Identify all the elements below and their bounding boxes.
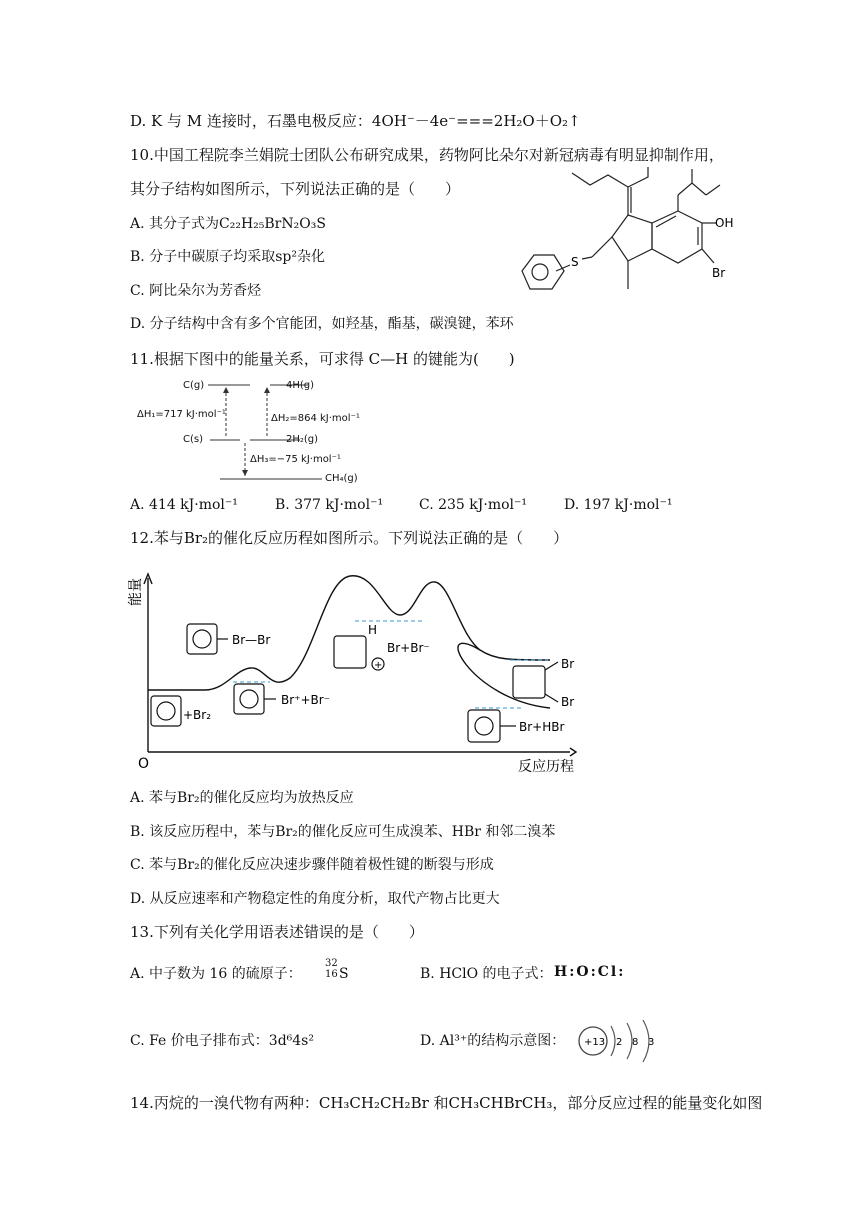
q11-cg: C(g): [183, 380, 205, 391]
q10-structure: [520, 165, 750, 305]
q11-option-d: D. 197 kJ·mol⁻¹: [564, 497, 673, 513]
q11-2h2: 2H₂(g): [286, 434, 319, 445]
q10-stem-line2: 其分子结构如图所示，下列说法正确的是（ ）: [130, 180, 461, 198]
q12-option-c: C. 苯与Br₂的催化反应决速步骤伴随着极性键的断裂与形成: [130, 857, 494, 873]
q13-d-shell-1: 2: [616, 1037, 623, 1048]
q13-a-mass: 32: [325, 958, 338, 969]
q13-option-d: D. Al³⁺的结构示意图：: [420, 1033, 566, 1049]
q13-d-structure-diagram: [575, 1018, 665, 1064]
q12-option-a: A. 苯与Br₂的催化反应均为放热反应: [130, 790, 354, 806]
q13-d-shell-2: 8: [632, 1037, 639, 1048]
q11-stem: 11.根据下图中的能量关系，可求得 C—H 的键能为( ): [130, 350, 515, 368]
q12-xlabel: 反应历程: [518, 759, 574, 775]
q12-label-complex: Br—Br: [232, 633, 271, 647]
q14-stem: 14.丙烷的一溴代物有两种：CH₃CH₂CH₂Br 和CH₃CHBrCH₃，部分反应过程的能量变化如图: [130, 1094, 763, 1112]
q10-br-label: Br: [712, 266, 726, 280]
q13-b-electron-formula: H:O:Cl:: [554, 964, 626, 980]
q12-ylabel: 能量: [128, 578, 144, 606]
q12-option-b: B. 该反应历程中，苯与Br₂的催化反应可生成溴苯、HBr 和邻二溴苯: [130, 824, 556, 840]
q13-option-a: A. 中子数为 16 的硫原子：: [130, 966, 302, 982]
q12-label-ion: Br⁺+Br⁻: [281, 693, 331, 707]
q11-ch4: CH₄(g): [325, 473, 358, 484]
q10-option-c: C. 阿比朵尔为芳香烃: [130, 283, 262, 299]
q10-option-d: D. 分子结构中含有多个官能团，如羟基，酯基，碳溴键，苯环: [130, 316, 514, 332]
q10-option-a: A. 其分子式为C₂₂H₂₅BrN₂O₃S: [130, 216, 326, 232]
q11-dh3: ΔH₃=−75 kJ·mol⁻¹: [250, 454, 341, 465]
q12-label-reactants: +Br₂: [183, 708, 212, 722]
q12-energy-profile: [130, 560, 590, 775]
q12-label-add-br2: Br: [561, 695, 575, 709]
q13-a-z: 16: [325, 969, 338, 980]
q10-stem-line1: 10.中国工程院李兰娟院士团队公布研究成果，药物阿比朵尔对新冠病毒有明显抑制作用，: [130, 146, 724, 164]
q13-option-b: B. HClO 的电子式：: [420, 966, 553, 982]
q10-s-label: S: [571, 255, 579, 269]
q11-option-a: A. 414 kJ·mol⁻¹: [130, 497, 238, 513]
q13-stem: 13.下列有关化学用语表述错误的是（ ）: [130, 923, 424, 941]
q10-oh-label: OH: [715, 216, 734, 230]
q11-cs: C(s): [183, 434, 203, 445]
q11-option-c: C. 235 kJ·mol⁻¹: [419, 497, 528, 513]
q11-4h: 4H(g): [286, 380, 315, 391]
q13-a-isotope: [325, 958, 338, 980]
q12-stem: 12.苯与Br₂的催化反应历程如图所示。下列说法正确的是（ ）: [130, 529, 569, 547]
q11-option-b: B. 377 kJ·mol⁻¹: [275, 497, 384, 513]
q13-option-c: C. Fe 价电子排布式：3d⁶4s²: [130, 1033, 314, 1049]
q12-label-sigma: Br+Br⁻: [387, 641, 430, 655]
q13-d-nucleus: +13: [584, 1037, 606, 1048]
q9-option-d: D. K 与 M 连接时，石墨电极反应：4OH⁻－4e⁻===2H₂O＋O₂↑: [130, 112, 581, 130]
q12-label-plus: +: [374, 660, 383, 671]
q11-dh1: ΔH₁=717 kJ·mol⁻¹: [137, 409, 226, 420]
q12-label-h: H: [368, 623, 378, 637]
q12-origin: O: [138, 756, 150, 772]
q13-a-symbol: S: [339, 966, 349, 982]
q12-label-add-br1: Br: [561, 657, 575, 671]
q12-option-d: D. 从反应速率和产物稳定性的角度分析，取代产物占比更大: [130, 891, 500, 907]
q10-option-b: B. 分子中碳原子均采取sp²杂化: [130, 249, 325, 265]
q13-d-shell-3: 3: [648, 1037, 655, 1048]
q12-label-substitution: Br+HBr: [519, 720, 565, 734]
q11-dh2: ΔH₂=864 kJ·mol⁻¹: [271, 413, 360, 424]
